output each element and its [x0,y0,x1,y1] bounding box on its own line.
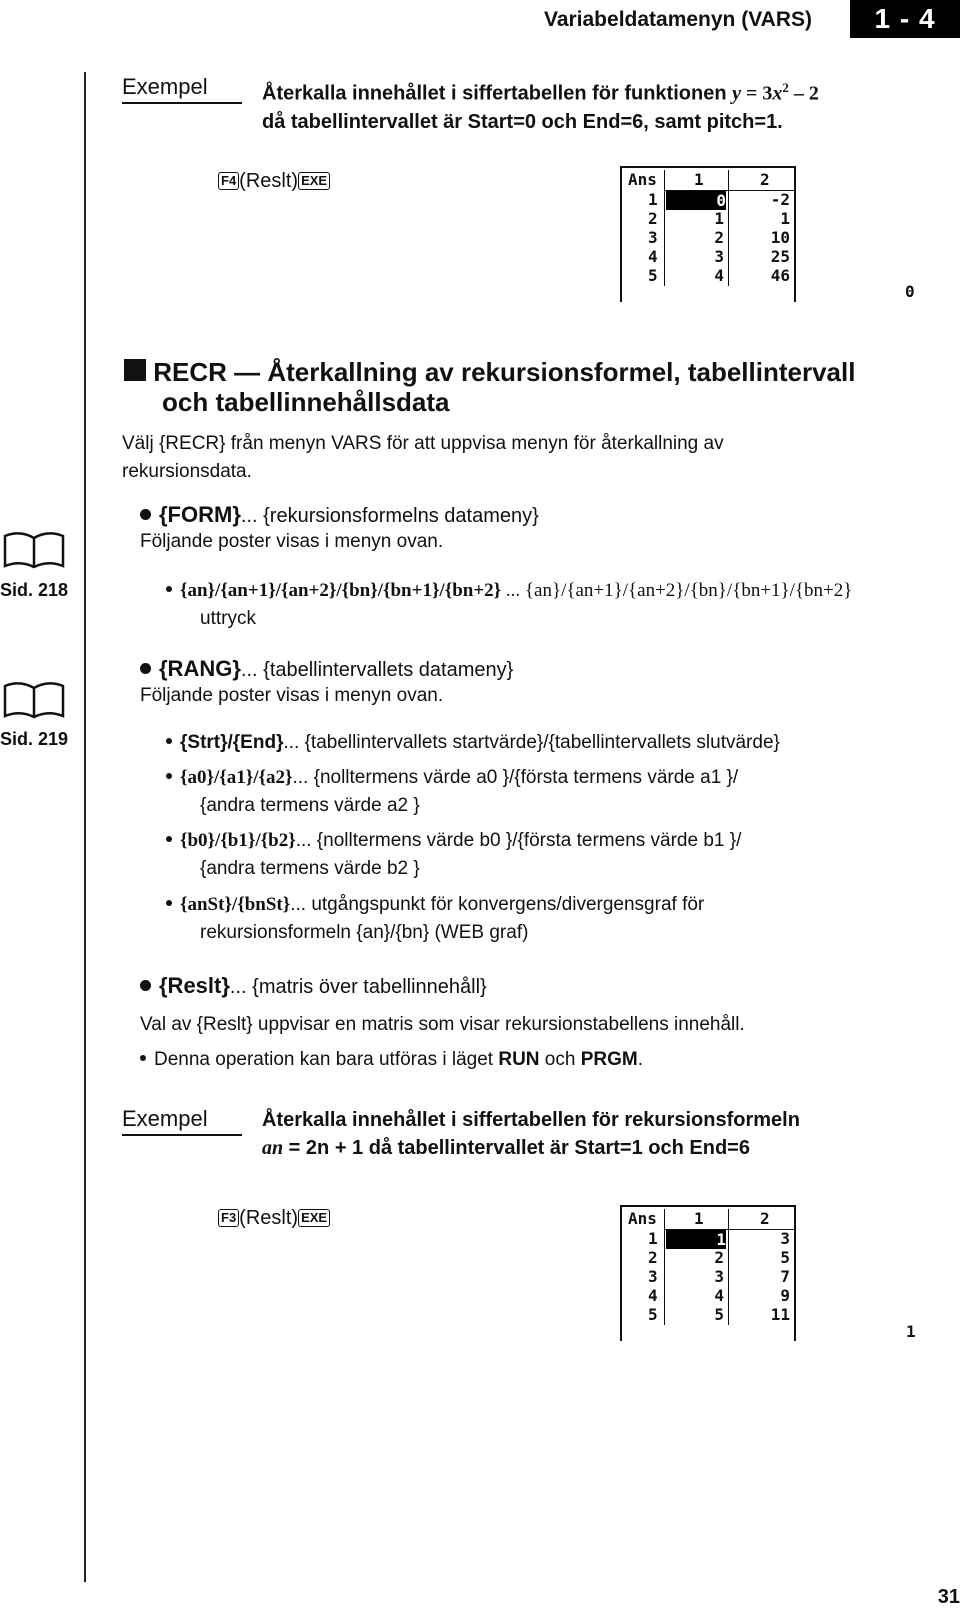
book-icon [0,680,70,720]
table-cell-selected: 0 [666,191,726,210]
table-row: 2 [648,209,658,228]
section-number-badge: 1 - 4 [850,0,960,38]
rang-menu-item: {RANG}... {tabellintervallets datameny} Följande poster visas i menyn ovan. [140,656,514,706]
table-row: 3 [648,1267,658,1286]
rang-subitem: {a0}/{a1}/{a2}... {nolltermens värde a0 }/{första termens värde a1 }/ {andra termens värde a2 } [166,764,956,820]
exe-key-icon: EXE [298,172,330,190]
table-row: 1 [648,190,658,209]
example-text: Återkalla innehållet i siffertabellen för rekursionsformeln an = 2n + 1 då tabellintervallet är Start=1 och End=6 [262,1109,800,1159]
rang-subitem: {Strt}/{End}... {tabellintervallets startvärde}/{tabellintervallets slutvärde} [166,729,956,757]
screen-header-col2: 2 [760,1209,770,1228]
key-sequence: F3 (Reslt) EXE [218,1207,330,1230]
screen-bottom-value: 1 [906,1322,916,1341]
table-row: 5 [648,1305,658,1324]
calculator-screen: Ans 1 2 1 1 3 2 2 5 3 3 7 4 4 9 5 5 11 [620,1205,796,1341]
table-row: 2 [648,1248,658,1267]
example-text: Återkalla innehållet i siffertabellen för funktionen $y = 3x^2 - 2$ då tabellintervallet är Start=0 och End=6, samt pitch=1. [262,80,819,133]
form-subitem: {an}/{an+1}/{an+2}/{bn}/{bn+1}/{bn+2} ... {an}/{an+1}/{an+2}/{bn}/{bn+1}/{bn+2} uttryck [166,577,946,633]
rang-subitem: {anSt}/{bnSt}... utgångspunkt för konvergens/divergensgraf för rekursionsformeln {an}/{bn} (WEB graf) [166,891,956,947]
square-bullet-icon [124,359,146,381]
exe-key-icon: EXE [298,1209,330,1227]
rang-subitem: {b0}/{b1}/{b2}... {nolltermens värde b0 }/{första termens värde b1 }/ {andra termens värde b2 } [166,827,956,883]
calculator-screen: Ans 1 2 1 0 -2 2 1 1 3 2 10 4 3 25 5 4 46 [620,166,796,302]
bullet-icon [166,586,172,592]
table-row: 3 [648,228,658,247]
key-sequence: F4 (Reslt) EXE [218,170,330,193]
table-row: 4 [648,247,658,266]
screen-header-col1: 1 [694,1209,704,1228]
f3-key-icon: F3 [218,1209,239,1227]
page-header-title: Variabeldatamenyn (VARS) [543,8,812,31]
screen-header-col1: 1 [694,170,704,189]
table-row: 4 [648,1286,658,1305]
example-label: Exempel [122,1106,242,1136]
page-reference: Sid. 218 [0,580,69,600]
reslt-description: Val av {Reslt} uppvisar en matris som visar rekursionstabellens innehåll. [140,1014,745,1035]
section-intro: Välj {RECR} från menyn VARS för att uppvisa menyn för återkallning av rekursionsdata. [122,433,724,482]
screen-bottom-value: 0 [905,282,915,301]
page-number: 31 [937,1586,960,1608]
section-heading: RECR — Återkallning av rekursionsformel, tabellintervall och tabellinnehållsdata [124,357,944,417]
page-reference: Sid. 219 [0,729,69,749]
f4-key-icon: F4 [218,172,239,190]
form-menu-item: {FORM}... {rekursionsformelns datameny} Följande poster visas i menyn ovan. [140,502,539,552]
screen-header-ans: Ans [628,1209,657,1228]
bullet-icon [140,509,151,520]
margin-divider [84,72,86,1582]
bullet-icon [140,663,151,674]
example-label: Exempel [122,74,242,104]
screen-header-col2: 2 [760,170,770,189]
table-row: 1 [648,1229,658,1248]
screen-header-ans: Ans [628,170,657,189]
book-icon [0,530,70,570]
reslt-note: Denna operation kan bara utföras i läget RUN och PRGM. [140,1046,940,1074]
bullet-icon [140,980,151,991]
table-row: 5 [648,266,658,285]
reslt-menu-item: {Reslt}... {matris över tabellinnehåll} [140,973,940,999]
table-cell-selected: 1 [666,1230,726,1249]
